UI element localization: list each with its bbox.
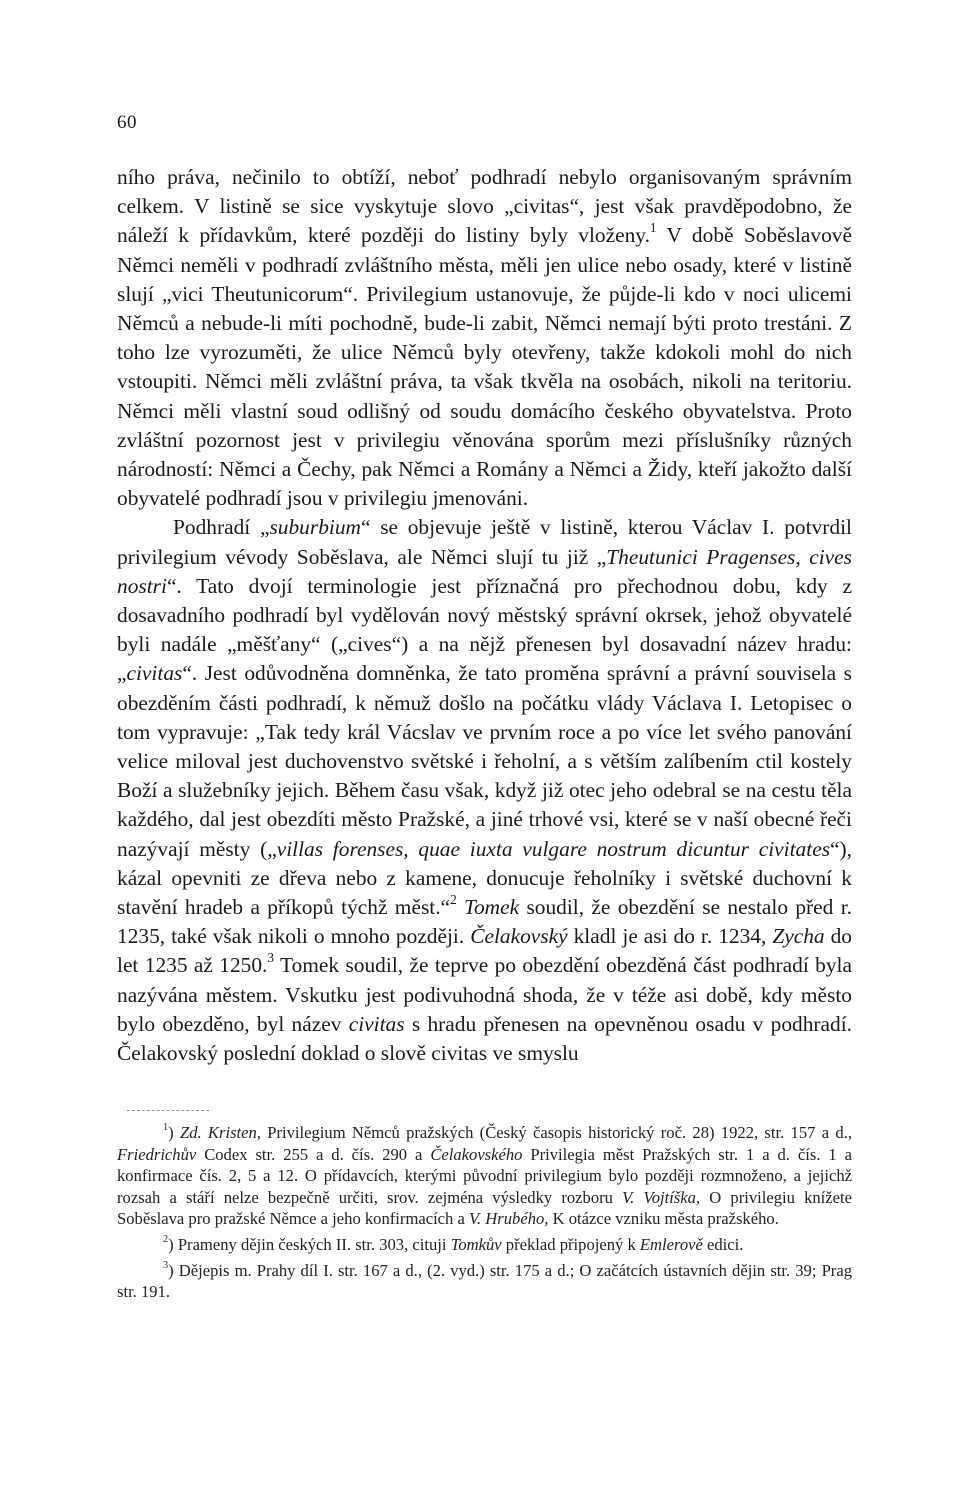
text-run: edici.: [702, 1234, 744, 1254]
paragraph-2: [117, 513, 852, 1068]
text-run: ) Dějepis m. Prahy díl I. str. 167 a d., (2. vyd.) str. 175 a d.; O začátcích ústavních dějin str. 39; Prag str. 191.: [117, 1260, 852, 1302]
text-run: Podhradí „: [173, 515, 270, 540]
footnote-3: [117, 1260, 852, 1303]
text-run: [457, 895, 464, 919]
footnote-ref-3: 3: [267, 950, 275, 966]
italic-quote-villas: villas forenses, quae iuxta vulgare nostrum dicuntur civitates: [276, 836, 831, 861]
footnote-marker: 2: [163, 1233, 169, 1245]
italic-name-tomek: Tomek: [464, 895, 520, 920]
footnote-separator: [127, 1110, 209, 1111]
footnote-marker: 3: [163, 1259, 169, 1271]
text-run: ního práva, nečinilo to obtíží, neboť podhradí nebylo organisovaným správním celkem. V listině se sice vyskytuje slovo „civitas“, jest však pravděpodobno, že náleží k přídavkům, které později do listiny byly vloženy.: [117, 165, 852, 248]
italic-author: V. Hrubého,: [469, 1209, 549, 1229]
page-number: 60: [117, 112, 137, 133]
text-run: ) Prameny dějin českých II. str. 303, cituji: [168, 1234, 451, 1254]
text-run: do let 1235 až 1250.: [117, 924, 852, 978]
text-run: překlad připojený k: [501, 1234, 640, 1254]
italic-author: V. Vojtíška,: [622, 1187, 701, 1207]
text-run: “. Tato dvojí terminologie jest příznačná pro přechodnou dobu, kdy z dosavadního podhradí byl vydělován nový městský správní okrsek, jehož obyvatelé byli nadále „měšťany“ („cives“) a na nějž přenesen byl dosavadní název hradu: „: [117, 573, 852, 686]
text-run: s hradu přenesen na opevněnou osadu v podhradí. Čelakovský poslední doklad o slově civitas ve smyslu: [117, 1011, 853, 1066]
italic-term-civitas: civitas: [126, 661, 183, 686]
text-run: V době Soběslavově Němci neměli v podhradí zvláštního města, měli jen ulice nebo osady, které v listině slují „vici Theutunicorum“. Privilegium ustanovuje, že půjde-li kdo v noci ulicemi Němců a nebude-li míti pochodně, bude-li zabit, Němci nemají býti proto trestáni. Z toho lze vyrozuměti, že ulice Němců byly otevřeny, takže kdokoli mohl do nich vstoupiti. Němci měli zvláštní práva, ta však tkvěla na osobách, nikoli na teritoriu. Němci měli vlastní soud odlišný od soudu domácího českého obyvatelstva. Proto zvláštní pozornost jest v privilegiu věnována sporům mezi příslušníky různých národností: Němci a Čechy, pak Němci a Romány a Němci a Židy, kteří jakožto další obyvatelé podhradí jsou v privilegiu jmenováni.: [117, 223, 852, 511]
body-text: [117, 163, 852, 1068]
paragraph-1: [117, 163, 852, 513]
footnote-2: [117, 1234, 852, 1256]
italic-quote-theutunici: Theutunici Pragenses, cives nostri: [117, 544, 852, 598]
footnote-ref-1: 1: [649, 220, 657, 236]
footnote-1: [117, 1122, 852, 1230]
footnotes: [117, 1122, 852, 1307]
italic-name-celakovsky: Čelakovský: [470, 924, 568, 949]
text-run: “ se objevuje ještě v listině, kterou Václav I. potvrdil privilegium vévody Soběslava, ale Němci slují tu již „: [117, 515, 852, 569]
footnote-ref-2: 2: [450, 891, 457, 907]
text-run: soudil, že obezdění se nestalo před r. 1235, také však nikoli o mnoho později.: [117, 895, 852, 949]
text-run: kladl je asi do r. 1234,: [567, 924, 773, 949]
italic-author: Emlerově: [639, 1234, 703, 1254]
footnote-marker: 1: [163, 1121, 169, 1133]
italic-author: Friedrichův: [117, 1144, 197, 1164]
text-run: Privilegia měst Pražských str. 1 a d. čís. 1 a konfirmace čís. 2, 5 a 12. O přídavcích, kterými původní privilegium bylo později rozmnoženo, a jejichž rozsah a stáří nelze bezpečně určiti, srov. zejména výsledky rozboru: [117, 1144, 852, 1207]
italic-author: Čelakovského: [430, 1144, 523, 1164]
italic-author: Zd. Kristen,: [179, 1123, 261, 1142]
italic-term-suburbium: suburbium: [269, 515, 361, 540]
text-run: “. Jest odůvodněna domněnka, že tato proměna správní a právní souvisela s obezděním části podhradí, k němuž došlo na počátku vlády Václava I. Letopisec o tom vypravuje: „Tak tedy král Vácslav ve prvním roce a po více let svého panování velice miloval jest duchovenstvo světské i řeholní, a s větším zalíbením ctil kostely Boží a služebníky jejich. Během času však, když již otec jeho odebral se na cestu těla každého, dal jest obezdíti město Pražské, a jiné trhové vsi, které se v naší obecné řeči nazývají městy („: [117, 661, 852, 861]
italic-author: Tomkův: [450, 1234, 502, 1254]
italic-term-civitas: civitas: [348, 1011, 405, 1036]
text-run: Privilegium Němců pražských (Český časopis historický roč. 28) 1922, str. 157 a d.,: [260, 1123, 852, 1142]
text-run: O privilegiu knížete Soběslava pro pražské Němce a jeho konfirmacích a: [117, 1187, 852, 1229]
text-run: Codex str. 255 a d. čís. 290 a: [196, 1144, 431, 1164]
text-run: K otázce vzniku města pražského.: [548, 1209, 779, 1229]
text-run: “), kázal opevniti ze dřeva nebo z kamene, donucuje řeholníky i světské duchovní k stavění hradeb a příkopů týchž měst.“: [117, 836, 852, 920]
text-run: ): [168, 1123, 180, 1142]
italic-name-zycha: Zycha: [772, 924, 825, 949]
text-run: Tomek soudil, že teprve po obezdění obezděná část podhradí byla nazývána městem. Vskutku jest podivuhodná shoda, že v téže asi době, kdy město bylo obezděno, byl název: [117, 953, 852, 1036]
